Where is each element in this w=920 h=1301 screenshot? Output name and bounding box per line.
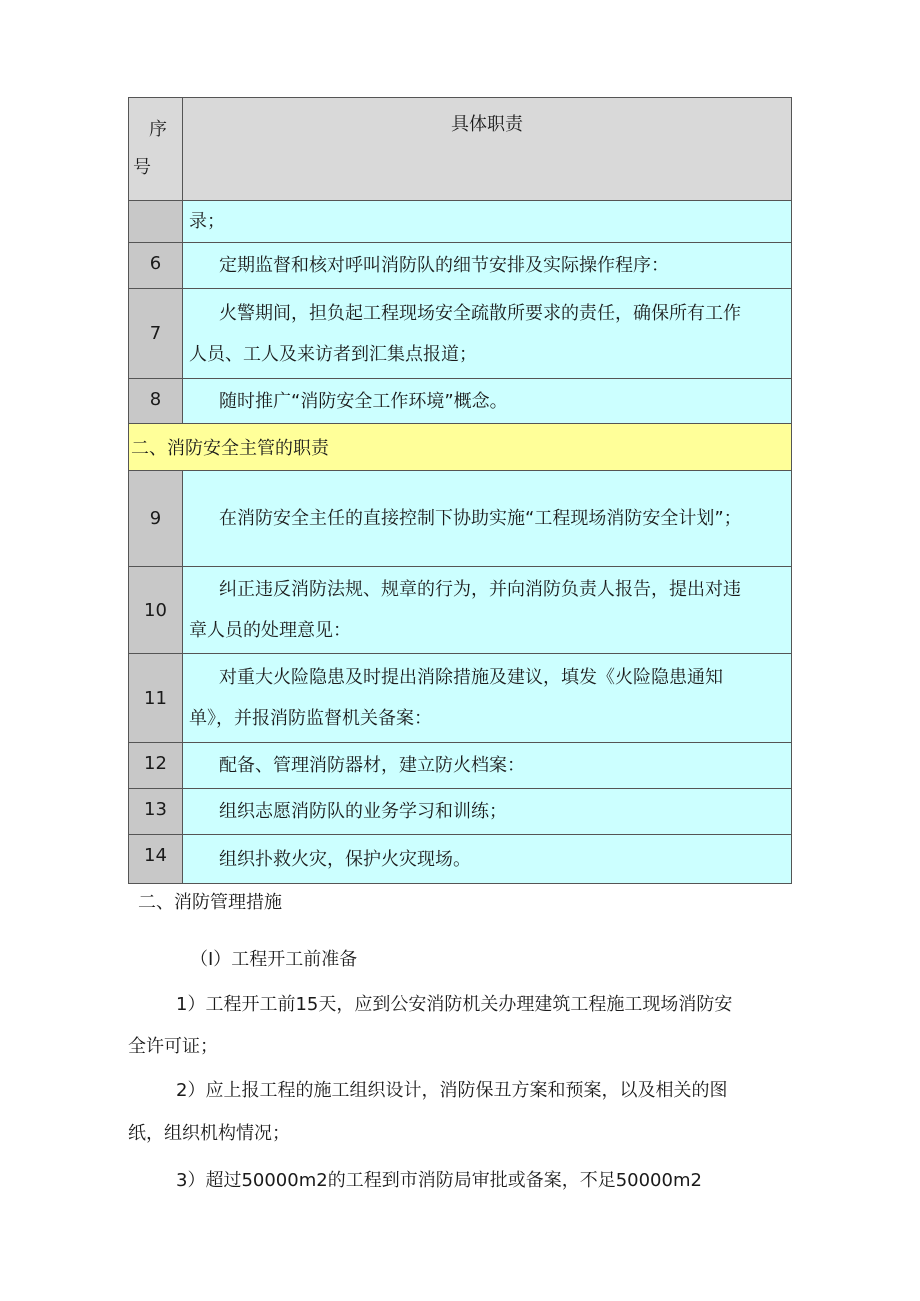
duty-text-line: 单》，并报消防监督机关备案： [189,708,432,729]
item-2-line-2: 纸，组织机构情况； [128,1123,290,1144]
row-number-cell [129,201,183,243]
header-number-char-1: 序 [149,119,167,140]
row-duty-cell [183,471,792,567]
table-row [129,379,792,424]
duty-text-line: 对重大火险隐患及时提出消除措施及建议，填发《火险隐患通知 [219,667,723,688]
duty-text-line: 组织志愿消防队的业务学习和训练； [219,801,507,822]
row-duty-cell [183,567,792,654]
row-number-cell: 10 [129,567,183,654]
table-row [129,654,792,743]
row-duty-cell [183,654,792,743]
row-number-cell: 12 [129,743,183,789]
duty-text-line: 火警期间，担负起工程现场安全疏散所要求的责任，确保所有工作 [219,302,741,324]
item-3-line-1: 3）超过50000m2的工程到市消防局审批或备案，不足50000m2 [176,1170,702,1191]
duty-text-line: 定期监督和核对呼叫消防队的细节安排及实际操作程序： [219,255,669,276]
row-number-cell: 7 [129,289,183,379]
header-number-char-2: 号 [133,157,151,178]
row-number-cell: 8 [129,379,183,424]
duty-text-line: 随时推广“消防安全工作环境”概念。 [219,390,508,412]
subsection-heading: （I）工程开工前准备 [190,949,358,970]
table-header-row [129,98,792,201]
row-duty-cell [183,789,792,835]
item-1-line-1: 1）工程开工前15天，应到公安消防机关办理建筑工程施工现场消防安 [176,994,733,1015]
duty-text-line: 在消防安全主任的直接控制下协助实施“工程现场消防安全计划”； [219,508,742,529]
duty-text-line: 组织扑救火灾，保护火灾现场。 [219,848,471,870]
row-number-cell: 6 [129,243,183,289]
duty-text-line: 纠正违反消防法规、规章的行为，并向消防负责人报告，提出对违 [219,579,741,600]
header-number-cell [129,98,183,201]
section-row [129,424,792,471]
row-duty-cell [183,835,792,884]
table-row [129,471,792,567]
row-number-cell: 14 [129,835,183,884]
item-2-line-1: 2）应上报工程的施工组织设计，消防保丑方案和预案，以及相关的图 [176,1080,728,1101]
row-duty-cell [183,243,792,289]
table-row [129,289,792,379]
duty-text-line: 配备、管理消防器材，建立防火档案： [219,755,525,776]
section-title: 二、消防安全主管的职责 [129,424,792,471]
table-row [129,835,792,884]
item-1-line-2: 全许可证； [128,1036,218,1057]
row-number-cell: 11 [129,654,183,743]
table-row [129,789,792,835]
duty-text-line: 录； [189,211,225,232]
duty-text-line: 人员、工人及来访者到汇集点报道； [189,343,477,365]
section-heading: 二、消防管理措施 [138,892,282,913]
row-number-cell: 13 [129,789,183,835]
row-duty-cell [183,201,792,243]
table-row [129,567,792,654]
row-number-cell: 9 [129,471,183,567]
header-title-cell: 具体职责 [183,98,792,201]
row-duty-cell [183,379,792,424]
duty-text-line: 章人员的处理意见： [189,620,351,641]
table-row [129,243,792,289]
table-row [129,743,792,789]
row-duty-cell [183,743,792,789]
duty-table [128,97,792,884]
table-row [129,201,792,243]
row-duty-cell [183,289,792,379]
